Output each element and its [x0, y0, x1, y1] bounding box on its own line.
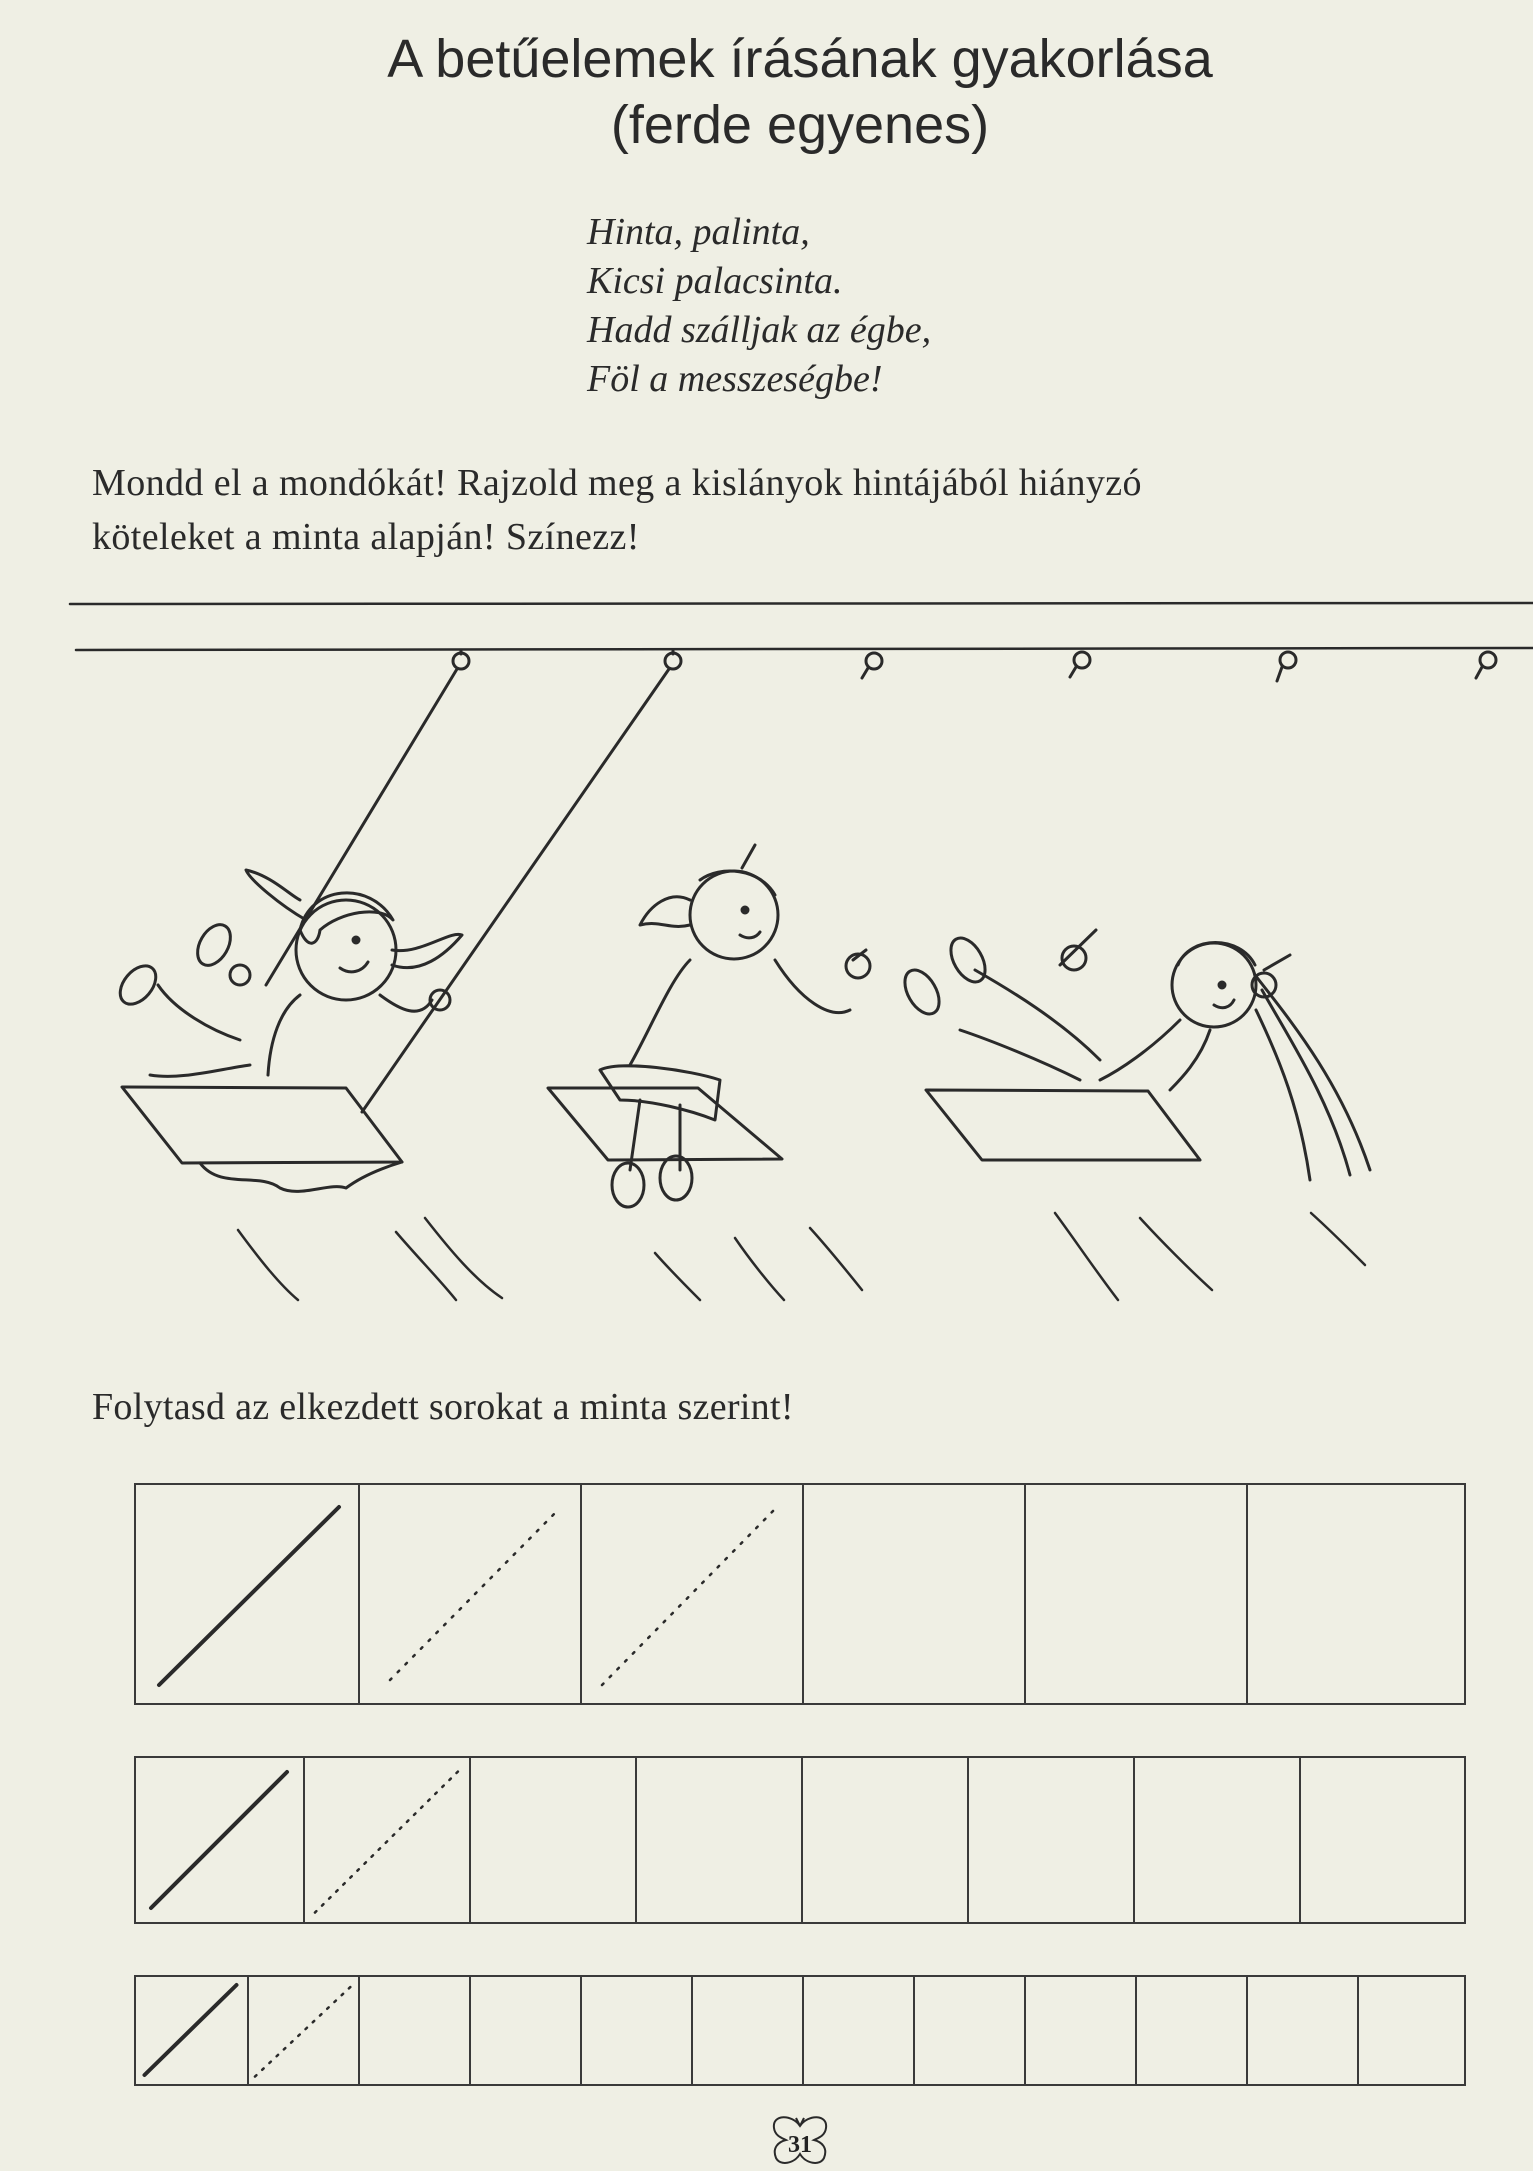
rope-hook-icon [453, 651, 469, 669]
grid-cell-dotted[interactable] [358, 1485, 580, 1703]
grid-cell-empty[interactable] [469, 1758, 635, 1922]
rope [362, 669, 669, 1112]
grid-cell-empty[interactable] [802, 1485, 1024, 1703]
grid-cell-empty[interactable] [1246, 1485, 1464, 1703]
practice-grid-2 [134, 1756, 1466, 1924]
practice-grid-3 [134, 1975, 1466, 2086]
motion-lines [238, 1213, 1365, 1300]
grid-cell-empty[interactable] [802, 1977, 913, 2084]
swing-seat [926, 1090, 1200, 1160]
girl-on-swing-1 [113, 669, 669, 1191]
practice-grid-1 [134, 1483, 1466, 1705]
grid-cell-empty[interactable] [580, 1977, 691, 2084]
rope-hook-icon [665, 651, 681, 669]
grid-cell-empty[interactable] [1024, 1485, 1246, 1703]
swing-seat [548, 1088, 782, 1160]
instruction-line-1: Mondd el a mondókát! Rajzold meg a kislányok hintájából hiányzó [92, 462, 1142, 504]
solid-slash-icon [136, 1977, 247, 2084]
rhyme-line: Hadd szálljak az égbe, [587, 309, 932, 351]
grid-cell-empty[interactable] [358, 1977, 469, 2084]
dotted-slash-icon [582, 1485, 802, 1703]
rope [742, 845, 755, 868]
grid-cell-empty[interactable] [1246, 1977, 1357, 2084]
instruction-line-2: köteleket a minta alapján! Színezz! [92, 516, 640, 558]
rope-hook-icon [862, 653, 882, 678]
rope-hook-icon [1070, 652, 1090, 677]
rope [1264, 955, 1290, 970]
instruction-continue-rows: Folytasd az elkezdett sorokat a minta szerint! [92, 1386, 794, 1428]
rhyme-line: Föl a messzeségbe! [587, 358, 883, 400]
grid-cell-dotted[interactable] [580, 1485, 802, 1703]
grid-cell-empty[interactable] [691, 1977, 802, 2084]
grid-cell-empty[interactable] [1135, 1977, 1246, 2084]
grid-cell-empty[interactable] [469, 1977, 580, 2084]
solid-slash-icon [136, 1758, 303, 1922]
grid-cell-empty[interactable] [1299, 1758, 1464, 1922]
swing-bar [76, 648, 1533, 650]
top-rule [70, 603, 1533, 604]
grid-cell-empty[interactable] [635, 1758, 801, 1922]
rhyme-line: Hinta, palinta, [587, 211, 810, 253]
dotted-slash-icon [305, 1758, 469, 1922]
grid-cell-empty[interactable] [1357, 1977, 1464, 2084]
grid-cell-empty[interactable] [801, 1758, 967, 1922]
dotted-slash-icon [360, 1485, 580, 1703]
girl-on-swing-2 [548, 845, 870, 1207]
grid-cell-dotted[interactable] [247, 1977, 358, 2084]
dotted-slash-icon [249, 1977, 358, 2084]
girl-on-swing-3 [898, 930, 1370, 1180]
grid-cell-empty[interactable] [1024, 1977, 1135, 2084]
grid-cell-example [136, 1485, 358, 1703]
title-line-2: (ferde egyenes) [610, 95, 990, 155]
rope [266, 669, 457, 985]
grid-cell-empty[interactable] [913, 1977, 1024, 2084]
grid-cell-dotted[interactable] [303, 1758, 469, 1922]
rhyme-line: Kicsi palacsinta. [587, 260, 843, 302]
rope-hook-icon [1277, 652, 1296, 681]
rope-hook-icon [1476, 652, 1496, 678]
page-number-badge [766, 2112, 834, 2168]
title-line-1: A betűelemek írásának gyakorlása [387, 29, 1213, 89]
grid-cell-example [136, 1977, 247, 2084]
swing-seat [122, 1087, 402, 1163]
solid-slash-icon [136, 1485, 358, 1703]
page-number: 31 [788, 2132, 812, 2158]
grid-cell-example [136, 1758, 303, 1922]
grid-cell-empty[interactable] [967, 1758, 1133, 1922]
grid-cell-empty[interactable] [1133, 1758, 1299, 1922]
